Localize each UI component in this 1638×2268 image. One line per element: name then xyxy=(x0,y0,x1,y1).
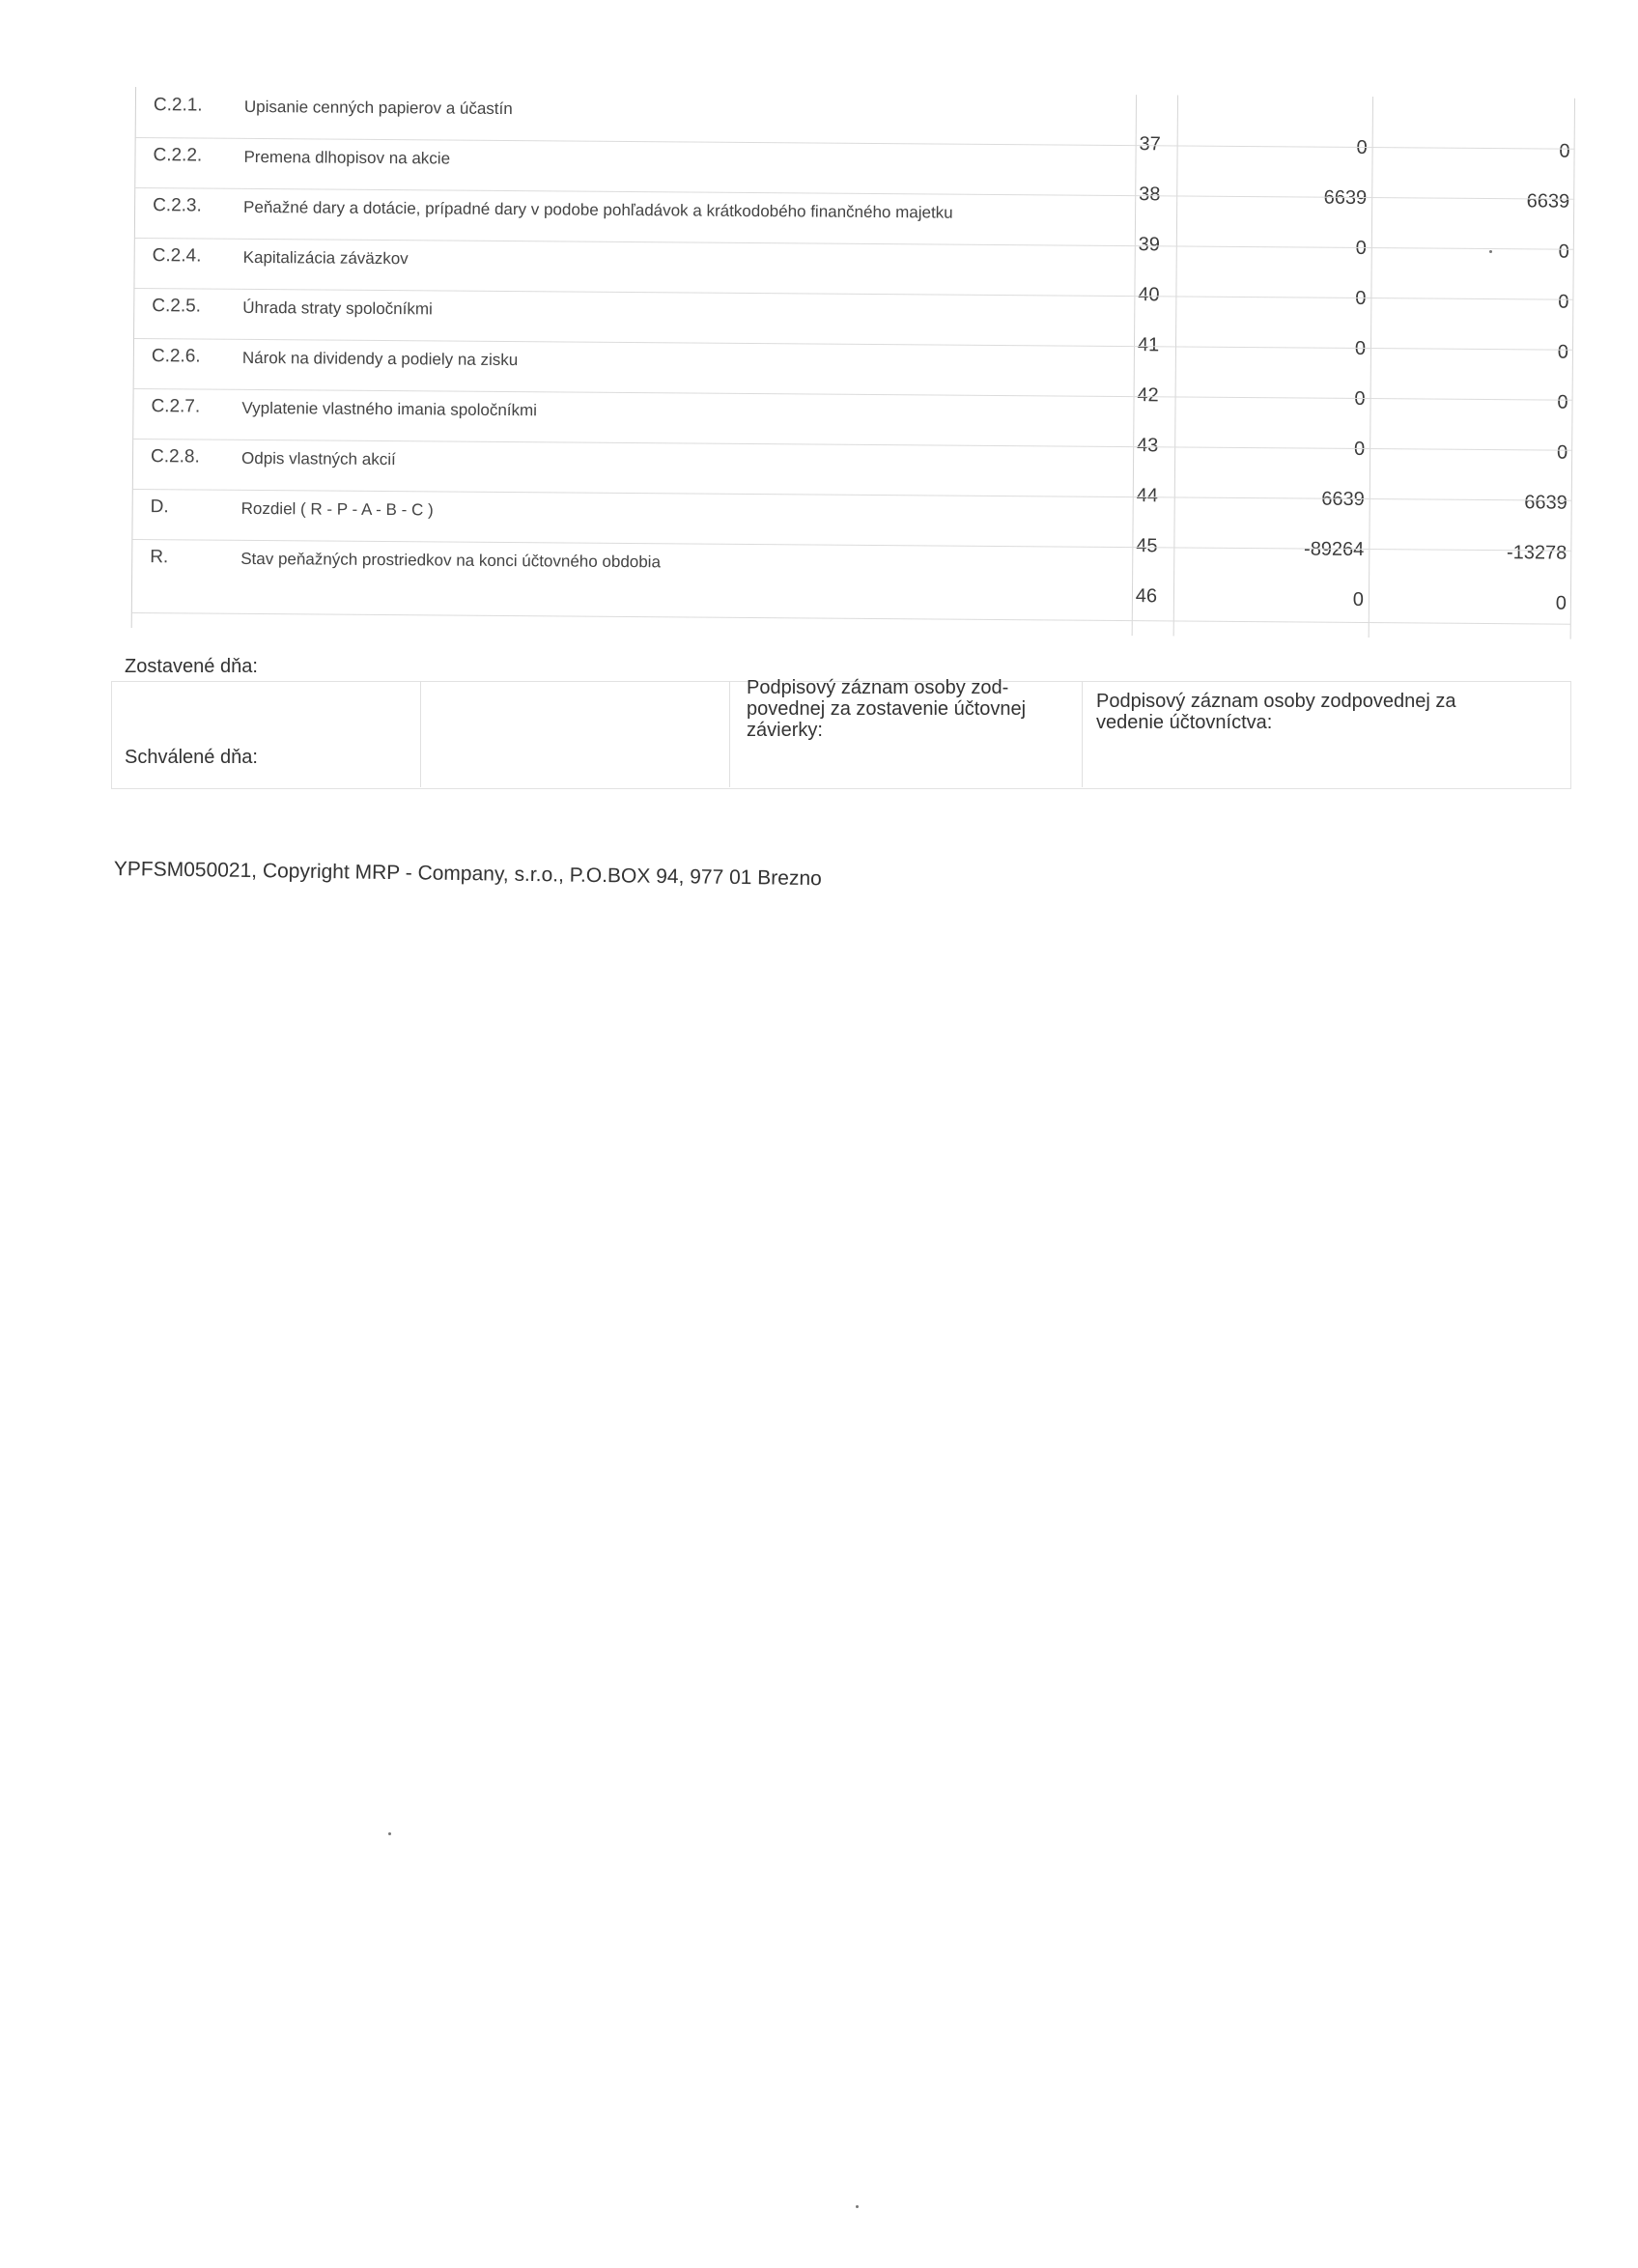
statement-person-line: závierky: xyxy=(747,720,823,741)
current-period-value: 6639 xyxy=(1321,488,1365,511)
row-label: Upisanie cenných papierov a účastín xyxy=(243,97,513,119)
current-period-value: 0 xyxy=(1354,387,1366,411)
current-period-value: 6639 xyxy=(1323,186,1368,210)
row-label: Peňažné dary a dotácie, prípadné dary v podobe pohľadávok a krátkodobého finančného majetku xyxy=(243,197,953,222)
current-period-value: 0 xyxy=(1355,287,1367,310)
statement-person-signature-label xyxy=(747,677,1026,741)
row-label: Úhrada straty spoločníkmi xyxy=(242,298,433,319)
scan-speck xyxy=(1489,250,1492,253)
row-label: Premena dlhopisov na akcie xyxy=(243,147,451,168)
row-label: Rozdiel ( R - P - A - B - C ) xyxy=(240,498,434,520)
row-number: 41 xyxy=(1137,334,1160,356)
row-code: C.2.5. xyxy=(152,296,202,317)
row-code: C.2.7. xyxy=(151,396,201,417)
row-number: 42 xyxy=(1137,384,1159,407)
cash-flow-table xyxy=(131,87,1575,639)
row-code: C.2.2. xyxy=(153,145,203,166)
row-code: C.2.8. xyxy=(150,446,200,468)
row-number: 38 xyxy=(1139,184,1161,206)
column-divider xyxy=(1369,97,1373,638)
signature-block xyxy=(111,642,1569,787)
row-label: Odpis vlastných akcií xyxy=(240,448,396,469)
current-period-value: 0 xyxy=(1353,438,1366,461)
compiled-date-label: Zostavené dňa: xyxy=(125,656,258,677)
footer-copyright: YPFSM050021, Copyright MRP - Company, s.r.o., P.O.BOX 94, 977 01 Brezno xyxy=(113,858,822,891)
current-period-value: 0 xyxy=(1355,237,1367,260)
row-label: Stav peňažných prostriedkov na konci účtovného obdobia xyxy=(240,549,662,572)
row-number: 45 xyxy=(1136,535,1158,557)
row-code: C.2.1. xyxy=(153,95,203,116)
row-number: 40 xyxy=(1138,284,1160,306)
row-number: 37 xyxy=(1139,133,1161,156)
statement-person-line: povednej za zostavenie účtovnej xyxy=(747,698,1027,720)
previous-period-value: 0 xyxy=(1555,592,1567,614)
signature-divider xyxy=(1082,681,1083,787)
previous-period-value: 0 xyxy=(1557,391,1568,413)
accounting-person-line: vedenie účtovníctva: xyxy=(1096,712,1273,733)
previous-period-value: 6639 xyxy=(1524,492,1567,514)
previous-period-value: 0 xyxy=(1556,441,1568,464)
row-code: R. xyxy=(150,547,169,568)
current-period-value: 0 xyxy=(1356,136,1368,159)
row-code: D. xyxy=(150,496,169,518)
scan-speck xyxy=(856,2205,859,2208)
current-period-value: 0 xyxy=(1354,337,1367,360)
row-label: Kapitalizácia záväzkov xyxy=(242,247,409,269)
accounting-person-signature-label xyxy=(1096,691,1455,733)
current-period-value: 0 xyxy=(1352,588,1365,611)
row-code: C.2.3. xyxy=(153,195,202,216)
statement-person-line: Podpisový záznam osoby zod- xyxy=(747,677,1009,698)
previous-period-value: -13278 xyxy=(1506,542,1567,564)
row-number: 44 xyxy=(1136,485,1158,507)
current-period-value: -89264 xyxy=(1303,538,1365,561)
row-label: Nárok na dividendy a podiely na zisku xyxy=(241,348,519,370)
signature-divider xyxy=(420,681,421,787)
row-number: 43 xyxy=(1136,435,1159,457)
previous-period-value: 6639 xyxy=(1526,190,1570,213)
column-divider xyxy=(1570,99,1575,639)
scan-speck xyxy=(388,1832,391,1835)
previous-period-value: 0 xyxy=(1559,140,1570,162)
previous-period-value: 0 xyxy=(1558,291,1569,313)
row-code: C.2.4. xyxy=(152,245,202,267)
row-label: Vyplatenie vlastného imania spoločníkmi xyxy=(241,398,538,420)
row-number: 39 xyxy=(1138,234,1161,256)
previous-period-value: 0 xyxy=(1558,241,1569,263)
row-code: C.2.6. xyxy=(151,346,201,367)
accounting-person-line: Podpisový záznam osoby zodpovednej za xyxy=(1096,691,1456,712)
previous-period-value: 0 xyxy=(1557,341,1569,363)
row-number: 46 xyxy=(1135,585,1158,608)
signature-divider xyxy=(729,681,730,787)
approved-date-label: Schválené dňa: xyxy=(125,747,258,768)
row-divider xyxy=(132,612,1571,625)
